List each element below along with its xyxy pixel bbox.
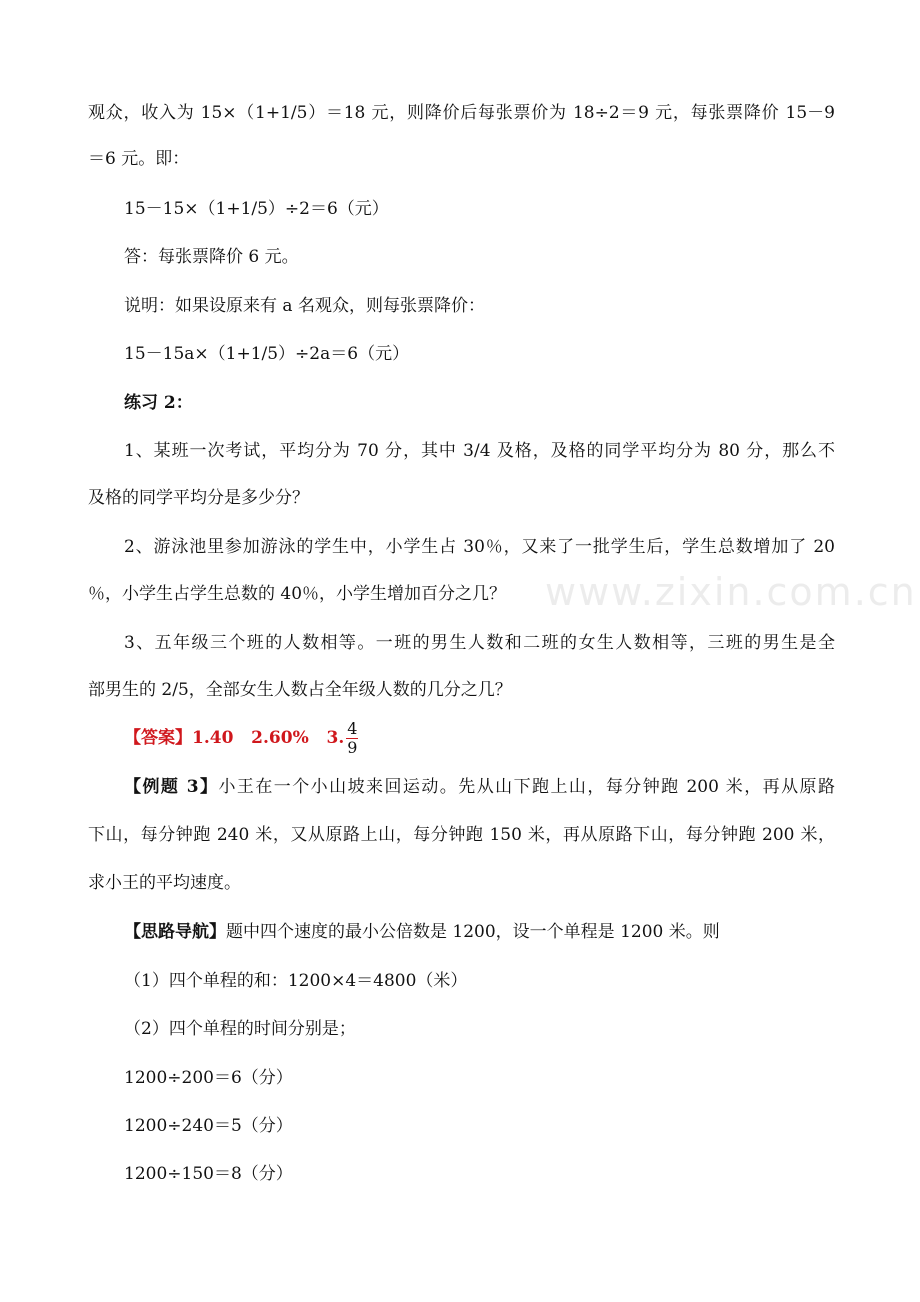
example-text: 小王在一个小山坡来回运动。先从山下跑上山，每分钟跑 200 米，再从原路 [218, 777, 835, 797]
hint-text: 题中四个速度的最小公倍数是 1200，设一个单程是 1200 米。则 [226, 922, 720, 942]
example-label: 【例题 3】 [124, 777, 219, 797]
question-line: 部男生的 2/5，全部女生人数占全年级人数的几分之几？ [88, 680, 512, 700]
paragraph-line: 观众，收入为 15×（1+1/5）＝18 元，则降价后每张票价为 18÷2＝9 元，每张票降价 15－9 [88, 103, 835, 123]
step-line: （2）四个单程的时间分别是； [124, 1019, 356, 1039]
question-line: 3、五年级三个班的人数相等。一班的男生人数和二班的女生人数相等，三班的男生是全 [124, 633, 835, 653]
calc-line: 1200÷240＝5（分） [124, 1116, 293, 1136]
paragraph-line: ＝6 元。即： [88, 149, 190, 169]
watermark: www.zixin.com.cn [545, 570, 917, 614]
answer-row [124, 718, 358, 758]
answer-value: 3. [326, 728, 345, 748]
example-line [124, 775, 835, 799]
fraction-numerator: 4 [347, 719, 358, 738]
question-line: 2、游泳池里参加游泳的学生中，小学生占 30％，又来了一批学生后，学生总数增加了 20 [124, 537, 835, 557]
answer-line: 答：每张票降价 6 元。 [124, 247, 299, 267]
calc-line: 1200÷150＝8（分） [124, 1164, 293, 1184]
calc-line: 1200÷200＝6（分） [124, 1068, 293, 1088]
fraction [346, 720, 358, 757]
fraction-denominator: 9 [347, 738, 358, 757]
answer-value: 2.60% [251, 728, 309, 748]
equation-line: 15－15a×（1+1/5）÷2a＝6（元） [124, 344, 410, 364]
question-line: 及格的同学平均分是多少分？ [88, 488, 309, 508]
question-line: 1、某班一次考试，平均分为 70 分，其中 3/4 及格，及格的同学平均分为 80 分，那么不 [124, 441, 835, 461]
example-line: 求小王的平均速度。 [88, 873, 241, 893]
equation-line: 15－15×（1+1/5）÷2＝6（元） [124, 199, 389, 219]
hint-label: 【思路导航】 [124, 922, 226, 942]
answer-value: 1.40 [192, 728, 234, 748]
hint-line [124, 920, 720, 944]
example-line: 下山，每分钟跑 240 米，又从原路上山，每分钟跑 150 米，再从原路下山，每分钟跑 200 米， [88, 825, 835, 845]
answer-label: 【答案】 [124, 728, 192, 748]
note-line: 说明：如果设原来有 a 名观众，则每张票降价： [124, 296, 485, 316]
section-heading: 练习 2： [124, 393, 193, 413]
question-line: ％，小学生占学生总数的 40％，小学生增加百分之几？ [88, 584, 507, 604]
step-line: （1）四个单程的和：1200×4＝4800（米） [124, 971, 468, 991]
